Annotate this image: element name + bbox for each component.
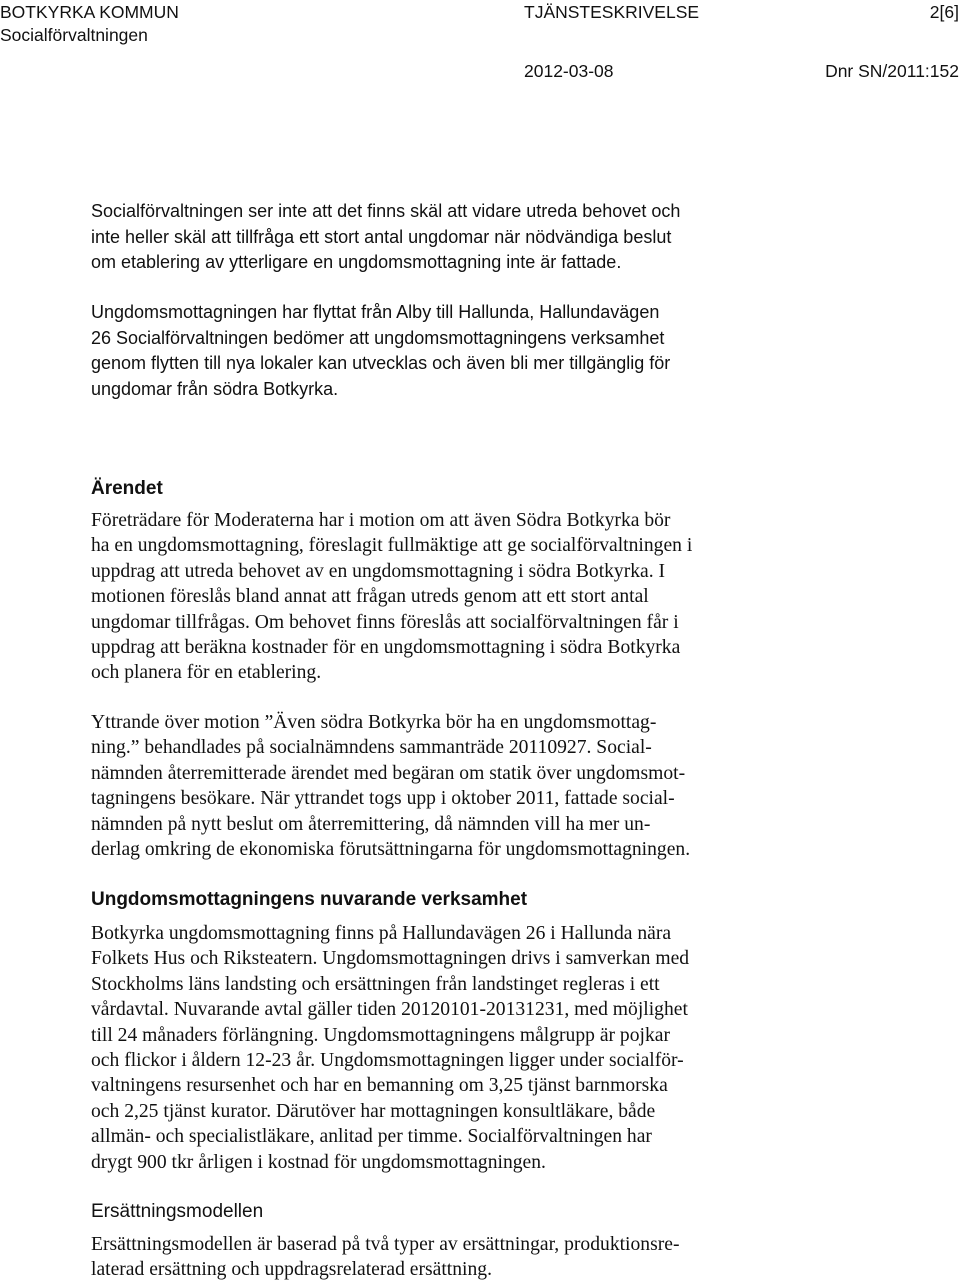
text-line: vårdavtal. Nuvarande avtal gäller tiden 20120101-20131231, med möjlighet [91, 999, 688, 1021]
text-line: valtningens resursenhet och har en bemanning om 3,25 tjänst barnmorska [91, 1075, 668, 1097]
text-line: tagningens besökare. När yttrandet togs upp i oktober 2011, fattade social- [91, 788, 675, 810]
text-line: uppdrag att beräkna kostnader för en ungdomsmottagning i södra Botkyrka [91, 637, 681, 659]
text-line: Folkets Hus och Riksteatern. Ungdomsmottagningen drivs i samverkan med [91, 948, 690, 970]
section-heading-arendet: Ärendet [91, 478, 163, 499]
text-line: motionen föreslås bland annat att frågan utreds genom att ett stort antal [91, 586, 649, 608]
page-number: 2[6] [929, 2, 959, 22]
text-line: Företrädare för Moderaterna har i motion om att även Södra Botkyrka bör [91, 510, 671, 531]
text-line: 26 Socialförvaltningen bedömer att ungdomsmottagningens verksamhet [91, 327, 665, 348]
section-heading-verksamhet: Ungdomsmottagningens nuvarande verksamhet [91, 889, 528, 910]
text-line: och planera för en etablering. [91, 662, 322, 684]
verksamhet-paragraph [91, 921, 920, 1175]
org-name: BOTKYRKA KOMMUN [0, 2, 179, 22]
arendet-paragraph-1 [91, 508, 920, 686]
text-line: ning.” behandlades på socialnämndens sammanträde 20110927. Social- [91, 737, 652, 759]
text-line: laterad ersättning och uppdragsrelaterad ersättning. [91, 1259, 492, 1281]
text-line: ungdomar tillfrågas. Om behovet finns föreslås att socialförvaltningen får i [91, 611, 679, 633]
text-line: ha en ungdomsmottagning, föreslagit fullmäktige att ge socialförvaltningen i [91, 535, 693, 557]
text-line: derlag omkring de ekonomiska förutsättningarna för ungdomsmottagningen. [91, 839, 691, 861]
text-line: till 24 månaders förlängning. Ungdomsmottagningens målgrupp är pojkar [91, 1024, 670, 1046]
text-line: nämnden på nytt beslut om återremittering, då nämnden vill ha mer un- [91, 813, 651, 835]
text-line: allmän- och specialistläkare, anlitad per timme. Socialförvaltningen har [91, 1126, 652, 1148]
text-line: Botkyrka ungdomsmottagning finns på Hallundavägen 26 i Hallunda nära [91, 923, 672, 944]
text-line: Yttrande över motion ”Även södra Botkyrka bör ha en ungdomsmottag- [91, 712, 657, 733]
text-line: genom flytten till nya lokaler kan utvecklas och även bli mer tillgänglig för [91, 353, 671, 373]
section-heading-ersattningsmodellen: Ersättningsmodellen [91, 1201, 264, 1222]
diary-number: Dnr SN/2011:152 [825, 61, 959, 81]
text-line: inte heller skäl att tillfråga ett stort antal ungdomar när nödvändiga beslut [91, 226, 672, 247]
text-line: uppdrag att utreda behovet av en ungdomsmottagning i södra Botkyrka. I [91, 560, 666, 582]
text-line: ungdomar från södra Botkyrka. [91, 378, 339, 399]
ersattning-paragraph [91, 1232, 920, 1283]
text-line: drygt 900 tkr årligen i kostnad för ungdomsmottagningen. [91, 1151, 546, 1173]
text-line: Stockholms läns landsting och ersättningen från landstinget regleras i ett [91, 973, 660, 995]
intro-paragraph-1 [91, 199, 920, 276]
arendet-paragraph-2 [91, 710, 920, 862]
text-line: och 2,25 tjänst kurator. Därutöver har mottagningen konsultläkare, både [91, 1100, 656, 1122]
text-line: nämnden återremitterade ärendet med begäran om statik över ungdomsmot- [91, 762, 686, 784]
text-line: om etablering av ytterligare en ungdomsmottagning inte är fattade. [91, 252, 622, 272]
department-name: Socialförvaltningen [0, 25, 148, 45]
text-line: Ersättningsmodellen är baserad på två typer av ersättningar, produktionsre- [91, 1234, 680, 1255]
text-line: Ungdomsmottagningen har flyttat från Alby till Hallunda, Hallundavägen [91, 302, 660, 322]
text-line: Socialförvaltningen ser inte att det finns skäl att vidare utreda behovet och [91, 201, 681, 221]
document-type: TJÄNSTESKRIVELSE [524, 2, 700, 22]
text-line: och flickor i åldern 12-23 år. Ungdomsmottagningen ligger under socialför- [91, 1050, 684, 1072]
document-date: 2012-03-08 [524, 61, 614, 81]
intro-paragraph-2 [91, 300, 920, 402]
